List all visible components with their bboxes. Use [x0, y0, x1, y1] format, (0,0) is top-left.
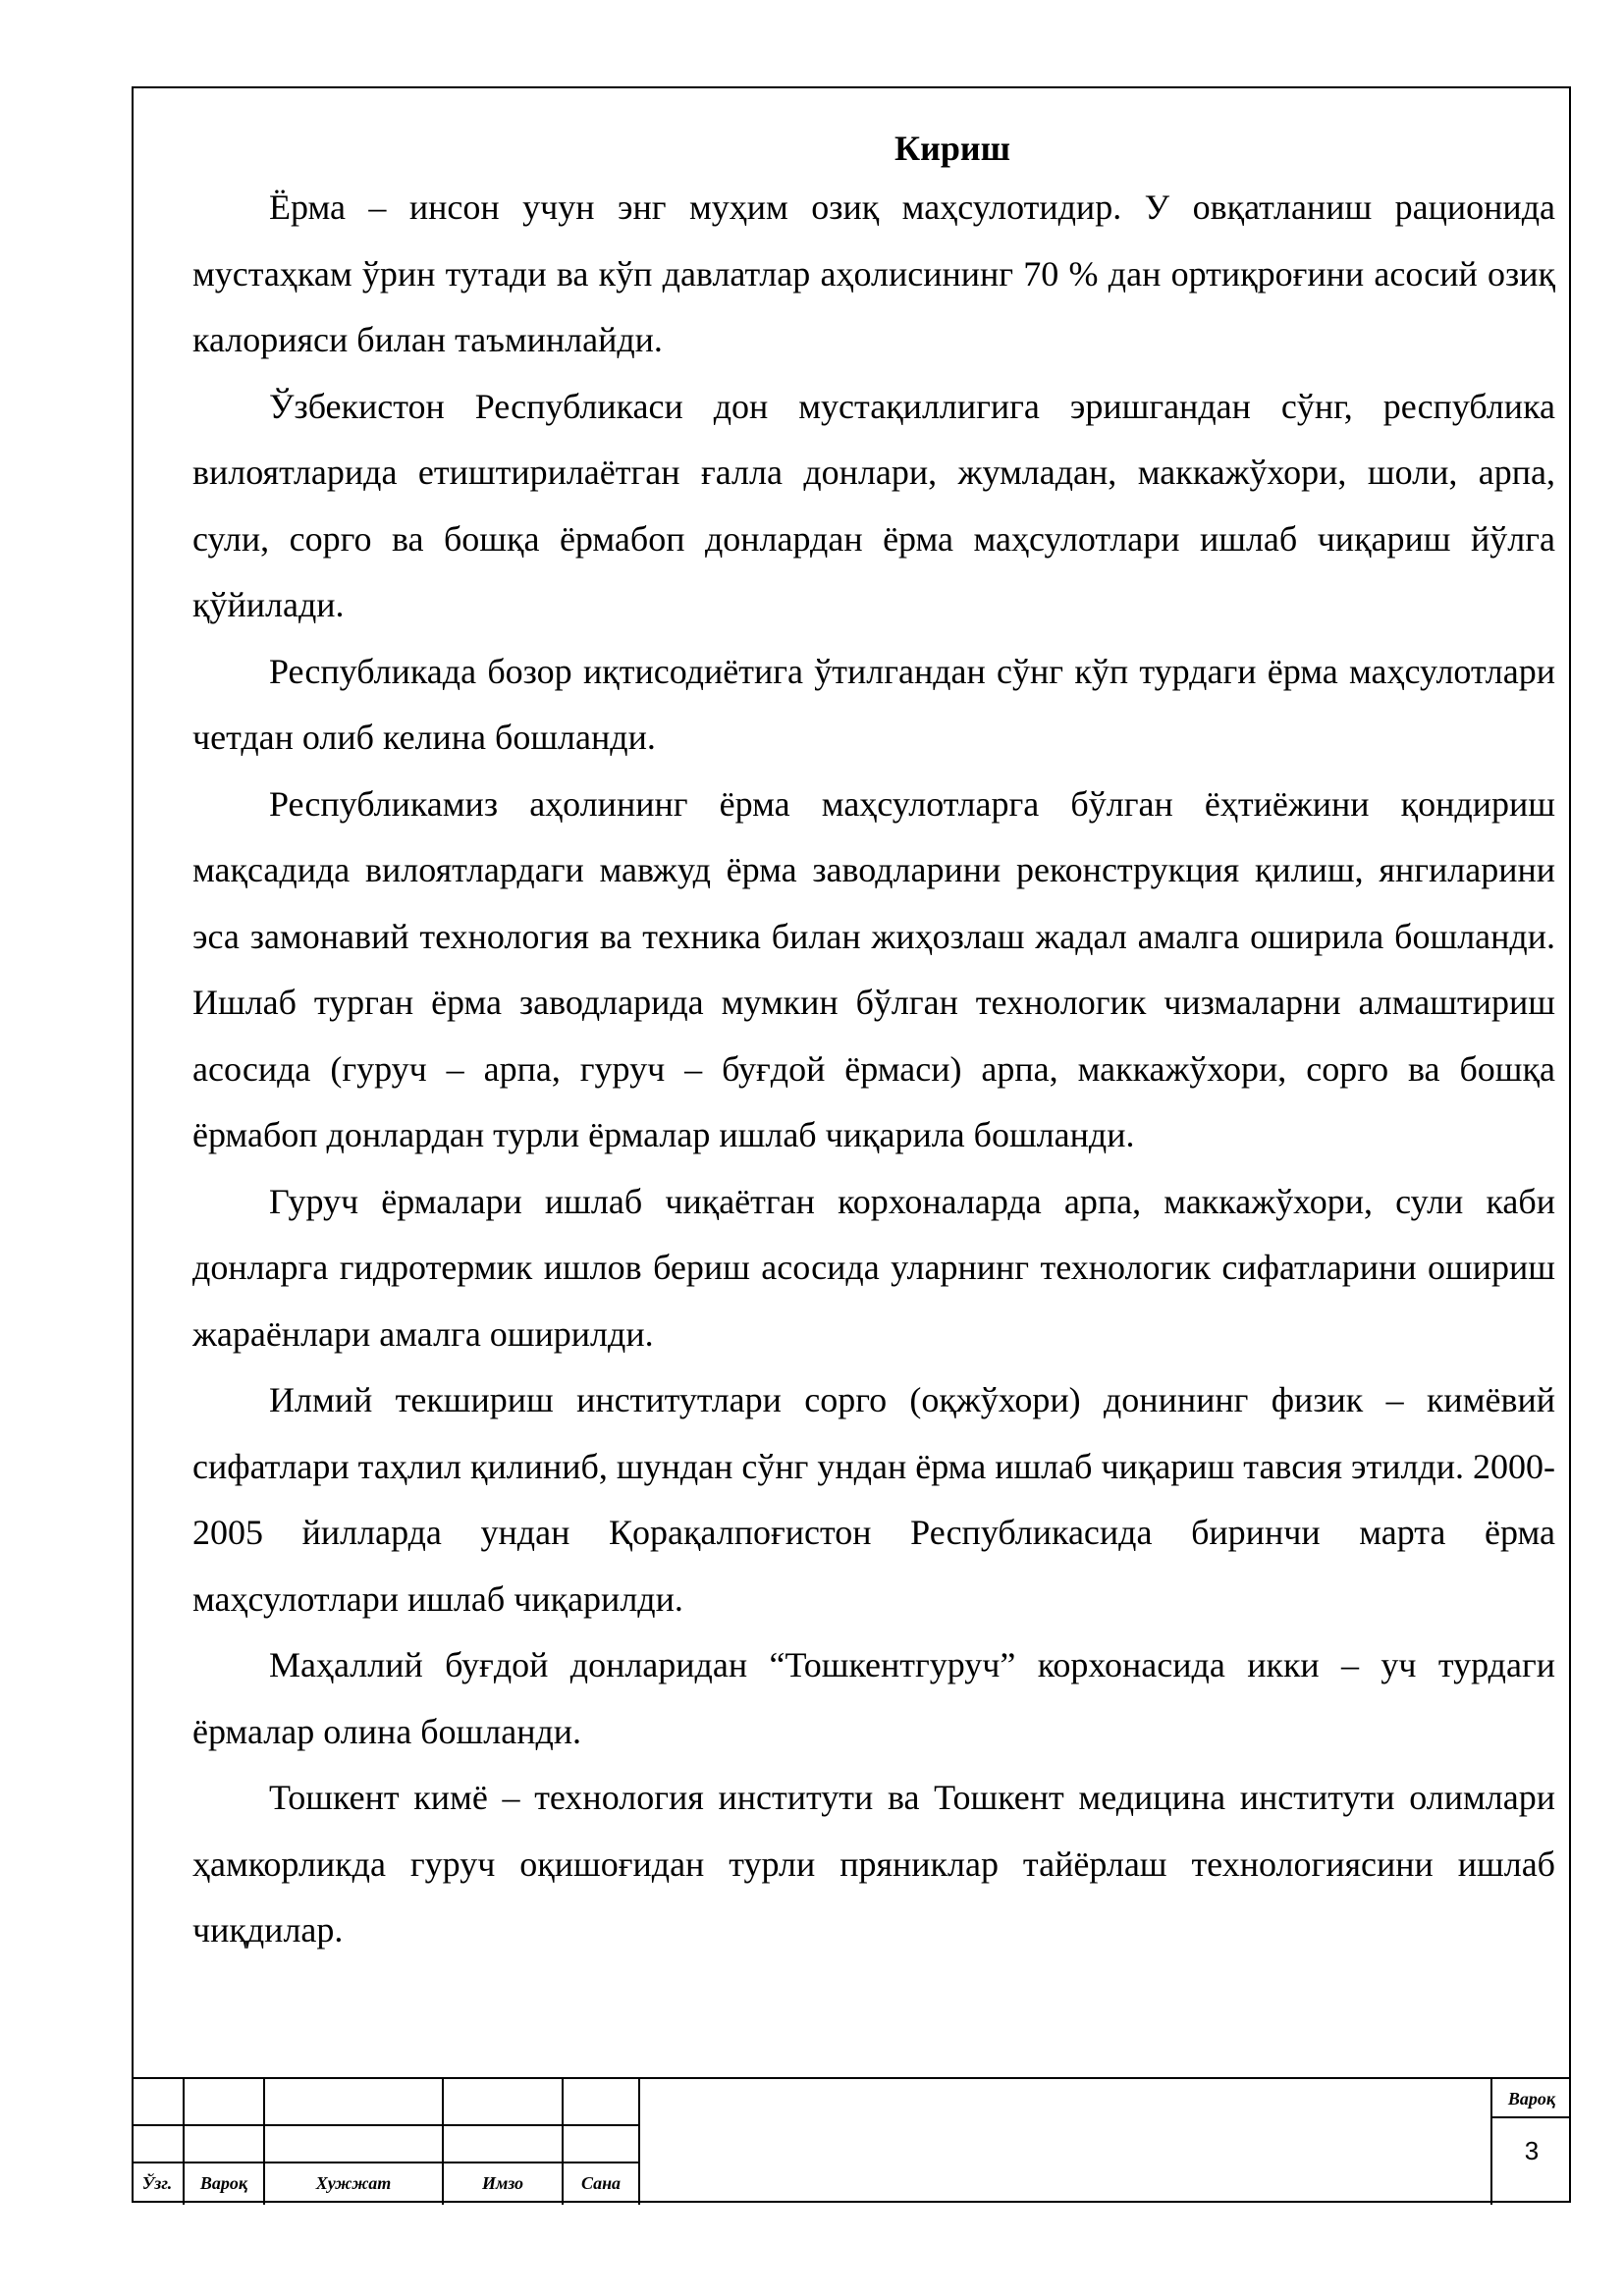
title-block	[132, 2077, 1571, 2203]
title-block-divider	[638, 2079, 640, 2205]
sheet-column-label: Вароқ	[199, 2173, 248, 2193]
change-label: Ўзг.	[141, 2173, 173, 2193]
page-number: 3	[1524, 2136, 1540, 2165]
paragraph-3: Республикада бозор иқтисодиётига ўтилгандан сўнг кўп турдаги ёрма маҳсулотлари четдан олиб келина бошланди.	[192, 651, 1555, 757]
document-label: Хужжат	[315, 2173, 392, 2193]
paragraph-2: Ўзбекистон Республикаси дон мустақиллигига эришгандан сўнг, республика вилоятларида етиштирилаётган ғалла донлари, жумладан, маккажўхори, шоли, арпа, сули, сорго ва бошқа ёрмабоп донлардан ёрма маҳсулотлари ишлаб чиқариш йўлга қўйилади.	[192, 386, 1555, 624]
paragraph-5: Гуруч ёрмалари ишлаб чиқаётган корхоналарда арпа, маккажўхори, сули каби донларга гидротермик ишлов бериш асосида уларнинг технологик сифатларини ошириш жараёнлари амалга оширилди.	[192, 1181, 1555, 1354]
document-body	[192, 122, 1555, 1964]
signature-label: Имзо	[481, 2173, 524, 2193]
paragraph-8: Тошкент кимё – технология институти ва Тошкент медицина институти олимлари ҳамкорликда гуруч оқишоғидан турли пряниклар тайёрлаш технологиясини ишлаб чиқдилар.	[192, 1778, 1555, 1949]
paragraph-1: Ёрма – инсон учун энг муҳим озиқ маҳсулотидир. У овқатланиш рационида мустаҳкам ўрин тутади ва кўп давлатлар аҳолисининг 70 % дан ортиқроғини асосий озиқ калорияси билан таъминлайди.	[192, 187, 1555, 359]
paragraph-6: Илмий текшириш институтлари сорго (оқжўхори) донининг физик – кимёвий сифатлари таҳлил қилиниб, шундан сўнг ундан ёрма ишлаб чиқариш тавсия этилди. 2000-2005 йилларда ундан Қорақалпоғистон Республикасида биринчи марта ёрма маҳсулотлари ишлаб чиқарилди.	[192, 1380, 1555, 1619]
title-block-divider	[132, 2162, 638, 2163]
title-block-divider	[132, 2124, 638, 2126]
paragraph-7: Маҳаллий буғдой донларидан “Тошкентгуруч” корхонасида икки – уч турдаги ёрмалар олина бошланди.	[192, 1645, 1555, 1751]
date-label: Сана	[580, 2173, 622, 2193]
sheet-label: Вароқ	[1507, 2089, 1556, 2109]
paragraph-4: Республикамиз аҳолининг ёрма маҳсулотларга бўлган ёҳтиёжини қондириш мақсадида вилоятлардаги мавжуд ёрма заводларини реконструкция қилиш, янгиларини эса замонавий технология ва техника билан жиҳозлаш жадал амалга оширила бошланди. Ишлаб турган ёрма заводларида мумкин бўлган технологик чизмаларни алмаштириш асосида (гуруч – арпа, гуруч – буғдой ёрмаси) арпа, маккажўхори, сорго ва бошқа ёрмабоп донлардан турли ёрмалар ишлаб чиқарила бошланди.	[192, 783, 1555, 1154]
title-block-divider	[1490, 2116, 1571, 2118]
page-title: Кириш	[893, 129, 1010, 168]
